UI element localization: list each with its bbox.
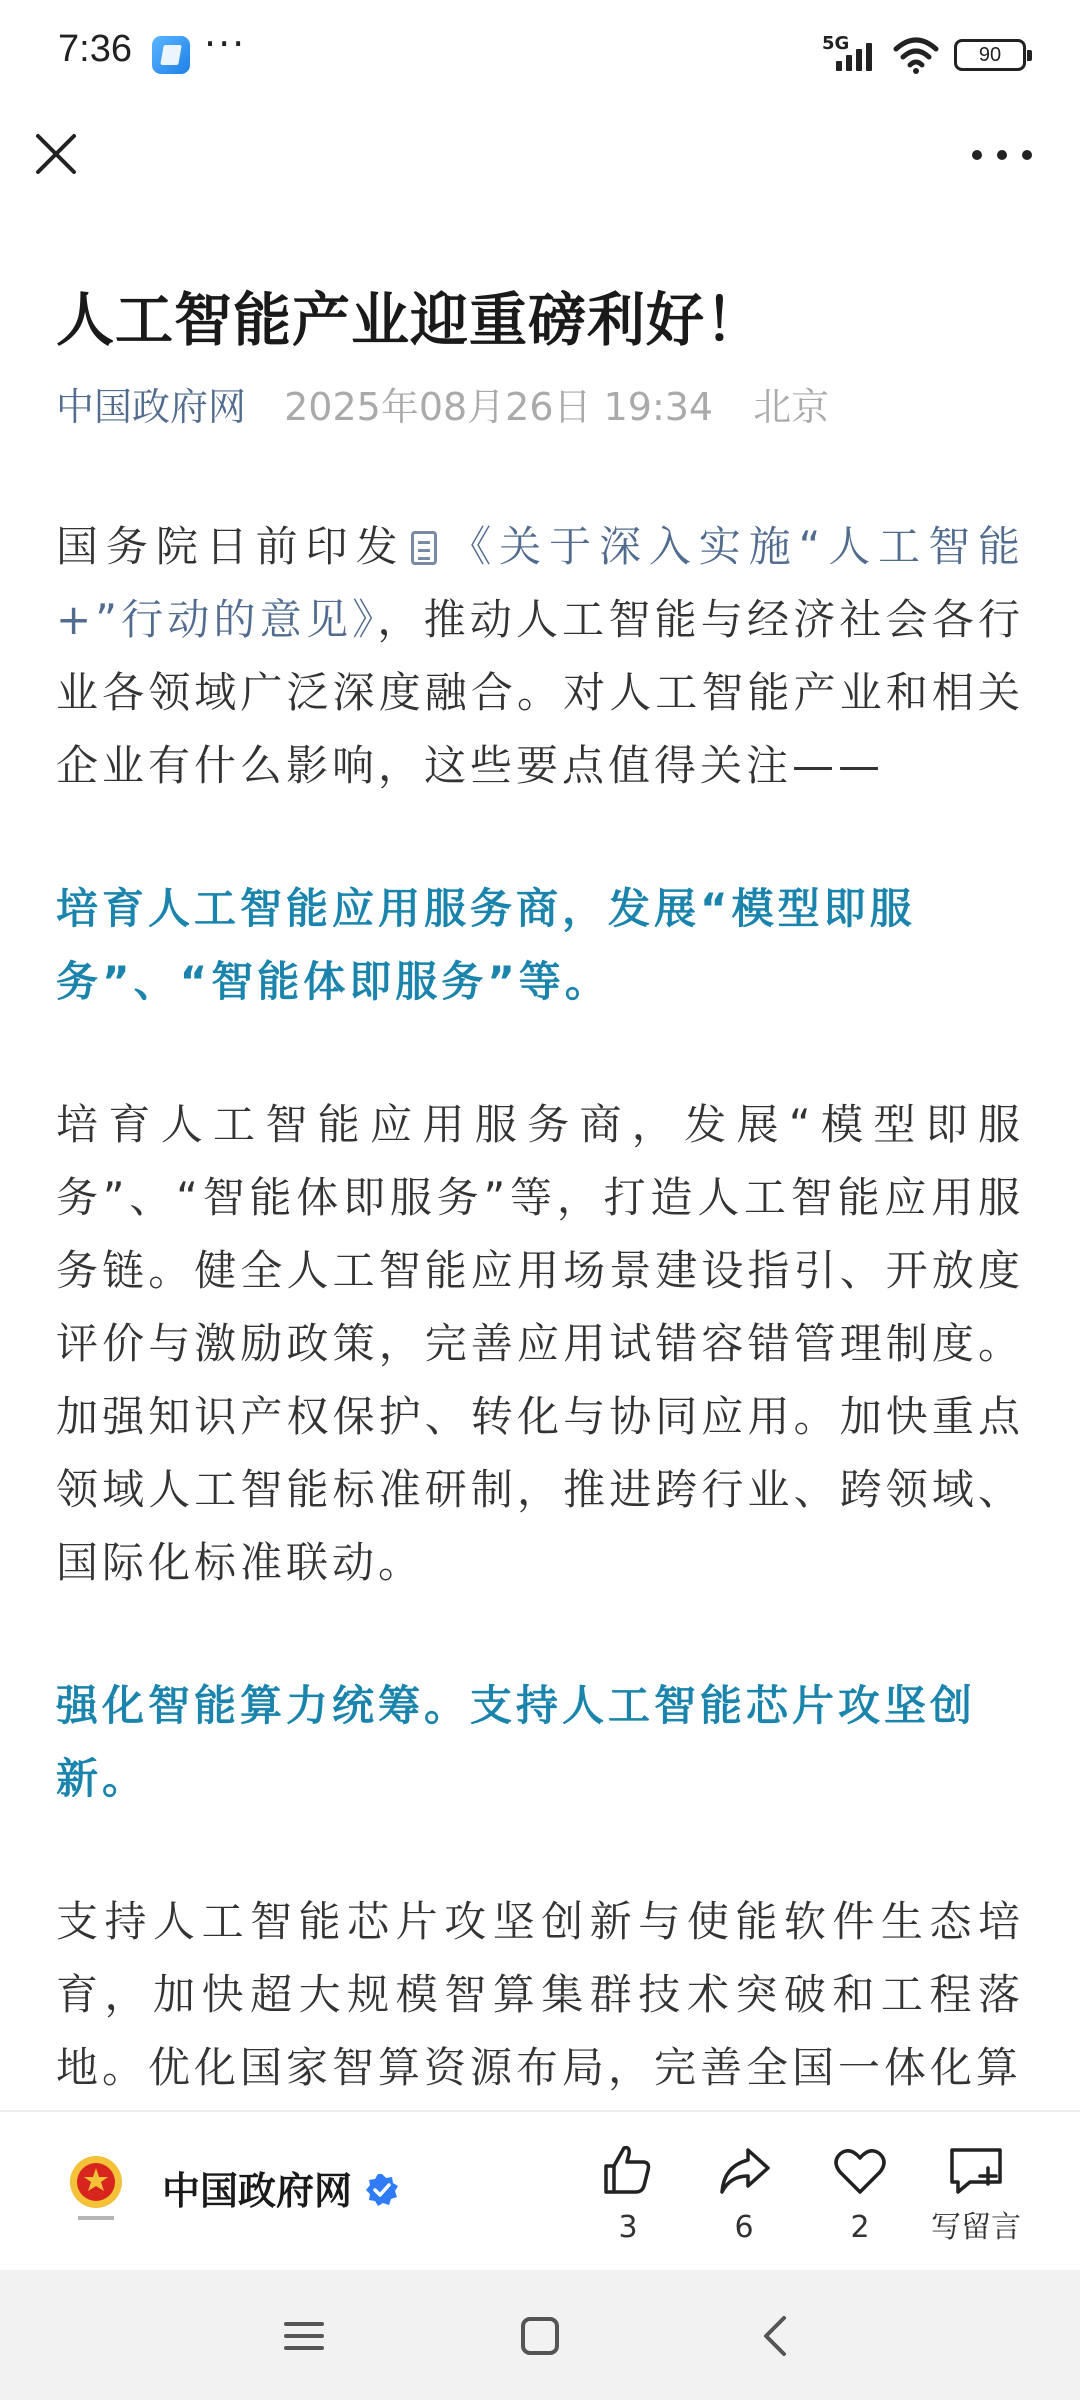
verified-badge-icon <box>364 2172 400 2208</box>
article-title: 人工智能产业迎重磅利好！ <box>56 286 765 354</box>
article-datetime: 2025年08月26日 19:34 <box>284 385 714 429</box>
section-body-1: 培育人工智能应用服务商，发展“模型即服务”、“智能体即服务”等，打造人工智能应用服务链。健全人工智能应用场景建设指引、开放度评价与激励政策，完善应用试错容错管理制度。加强知识产权保护、转化与协同应用。加快重点领域人工智能标准研制，推进跨行业、跨领域、国际化标准联动。 <box>56 1100 1024 1587</box>
signal-bar <box>856 49 862 71</box>
like-count: 3 <box>618 2210 638 2245</box>
article-location: 北京 <box>753 385 830 429</box>
document-link[interactable]: 《关于深入实施“人工智能+”行动的意见》 <box>56 522 1024 644</box>
more-icon[interactable] <box>972 138 1032 172</box>
section-heading-2: 强化智能算力统筹。支持人工智能芯片攻坚创新。 <box>56 1681 977 1803</box>
favorite-count: 2 <box>850 2210 870 2245</box>
share-button[interactable] <box>684 2140 804 2260</box>
menu-icon[interactable] <box>274 2306 334 2366</box>
section-body-2: 支持人工智能芯片攻坚创新与使能软件生态培育，加快超大规模智算集群技术突破和工程落地。优化国家智算资源布局，完善全国一体化算 <box>56 1897 1024 2092</box>
status-time: 7:36 <box>58 28 132 70</box>
article-source-link[interactable]: 中国政府网 <box>56 385 247 429</box>
heart-icon <box>830 2140 890 2200</box>
intro-suffix: ，推动人工智能与经济社会各行业各领域广泛深度融合。对人工智能产业和相关企业有什么影响，这些要点值得关注—— <box>56 595 1024 790</box>
signal-bar <box>836 61 842 71</box>
close-icon[interactable] <box>30 128 82 180</box>
more-dot <box>972 150 982 160</box>
article <box>56 280 1024 2104</box>
wifi-icon <box>892 35 940 75</box>
battery-icon <box>954 39 1026 71</box>
home-icon[interactable] <box>510 2306 570 2366</box>
share-icon <box>714 2140 774 2200</box>
more-dot <box>1022 150 1032 160</box>
status-indicators <box>822 30 1026 80</box>
document-icon <box>411 531 437 565</box>
battery-level: 90 <box>978 43 1002 66</box>
cellular-signal-icon <box>822 35 878 75</box>
intro-prefix: 国务院日前印发 <box>56 522 406 571</box>
section-heading-1: 培育人工智能应用服务商，发展“模型即服务”、“智能体即服务”等。 <box>56 884 916 1006</box>
thumbs-up-icon <box>598 2140 658 2200</box>
author-name[interactable]: 中国政府网 <box>162 2169 353 2213</box>
signal-bar <box>866 43 872 71</box>
system-nav-bar <box>0 2270 1080 2400</box>
favorite-button[interactable] <box>800 2140 920 2260</box>
article-meta <box>56 380 1024 434</box>
app-notification-icon <box>152 36 190 74</box>
bottom-action-bar <box>0 2110 1080 2270</box>
status-bar <box>0 0 1080 110</box>
share-count: 6 <box>734 2210 754 2245</box>
signal-bar <box>846 55 852 71</box>
write-comment-label: 写留言 <box>931 2210 1021 2245</box>
network-type: 5G <box>822 33 850 54</box>
status-more-indicator: ··· <box>204 22 247 66</box>
back-icon[interactable] <box>746 2306 806 2366</box>
like-button[interactable] <box>568 2140 688 2260</box>
more-dot <box>997 150 1007 160</box>
comment-add-icon <box>946 2140 1006 2200</box>
write-comment-button[interactable] <box>916 2140 1036 2260</box>
intro-paragraph <box>56 510 1024 802</box>
author-logo[interactable] <box>64 2152 128 2228</box>
